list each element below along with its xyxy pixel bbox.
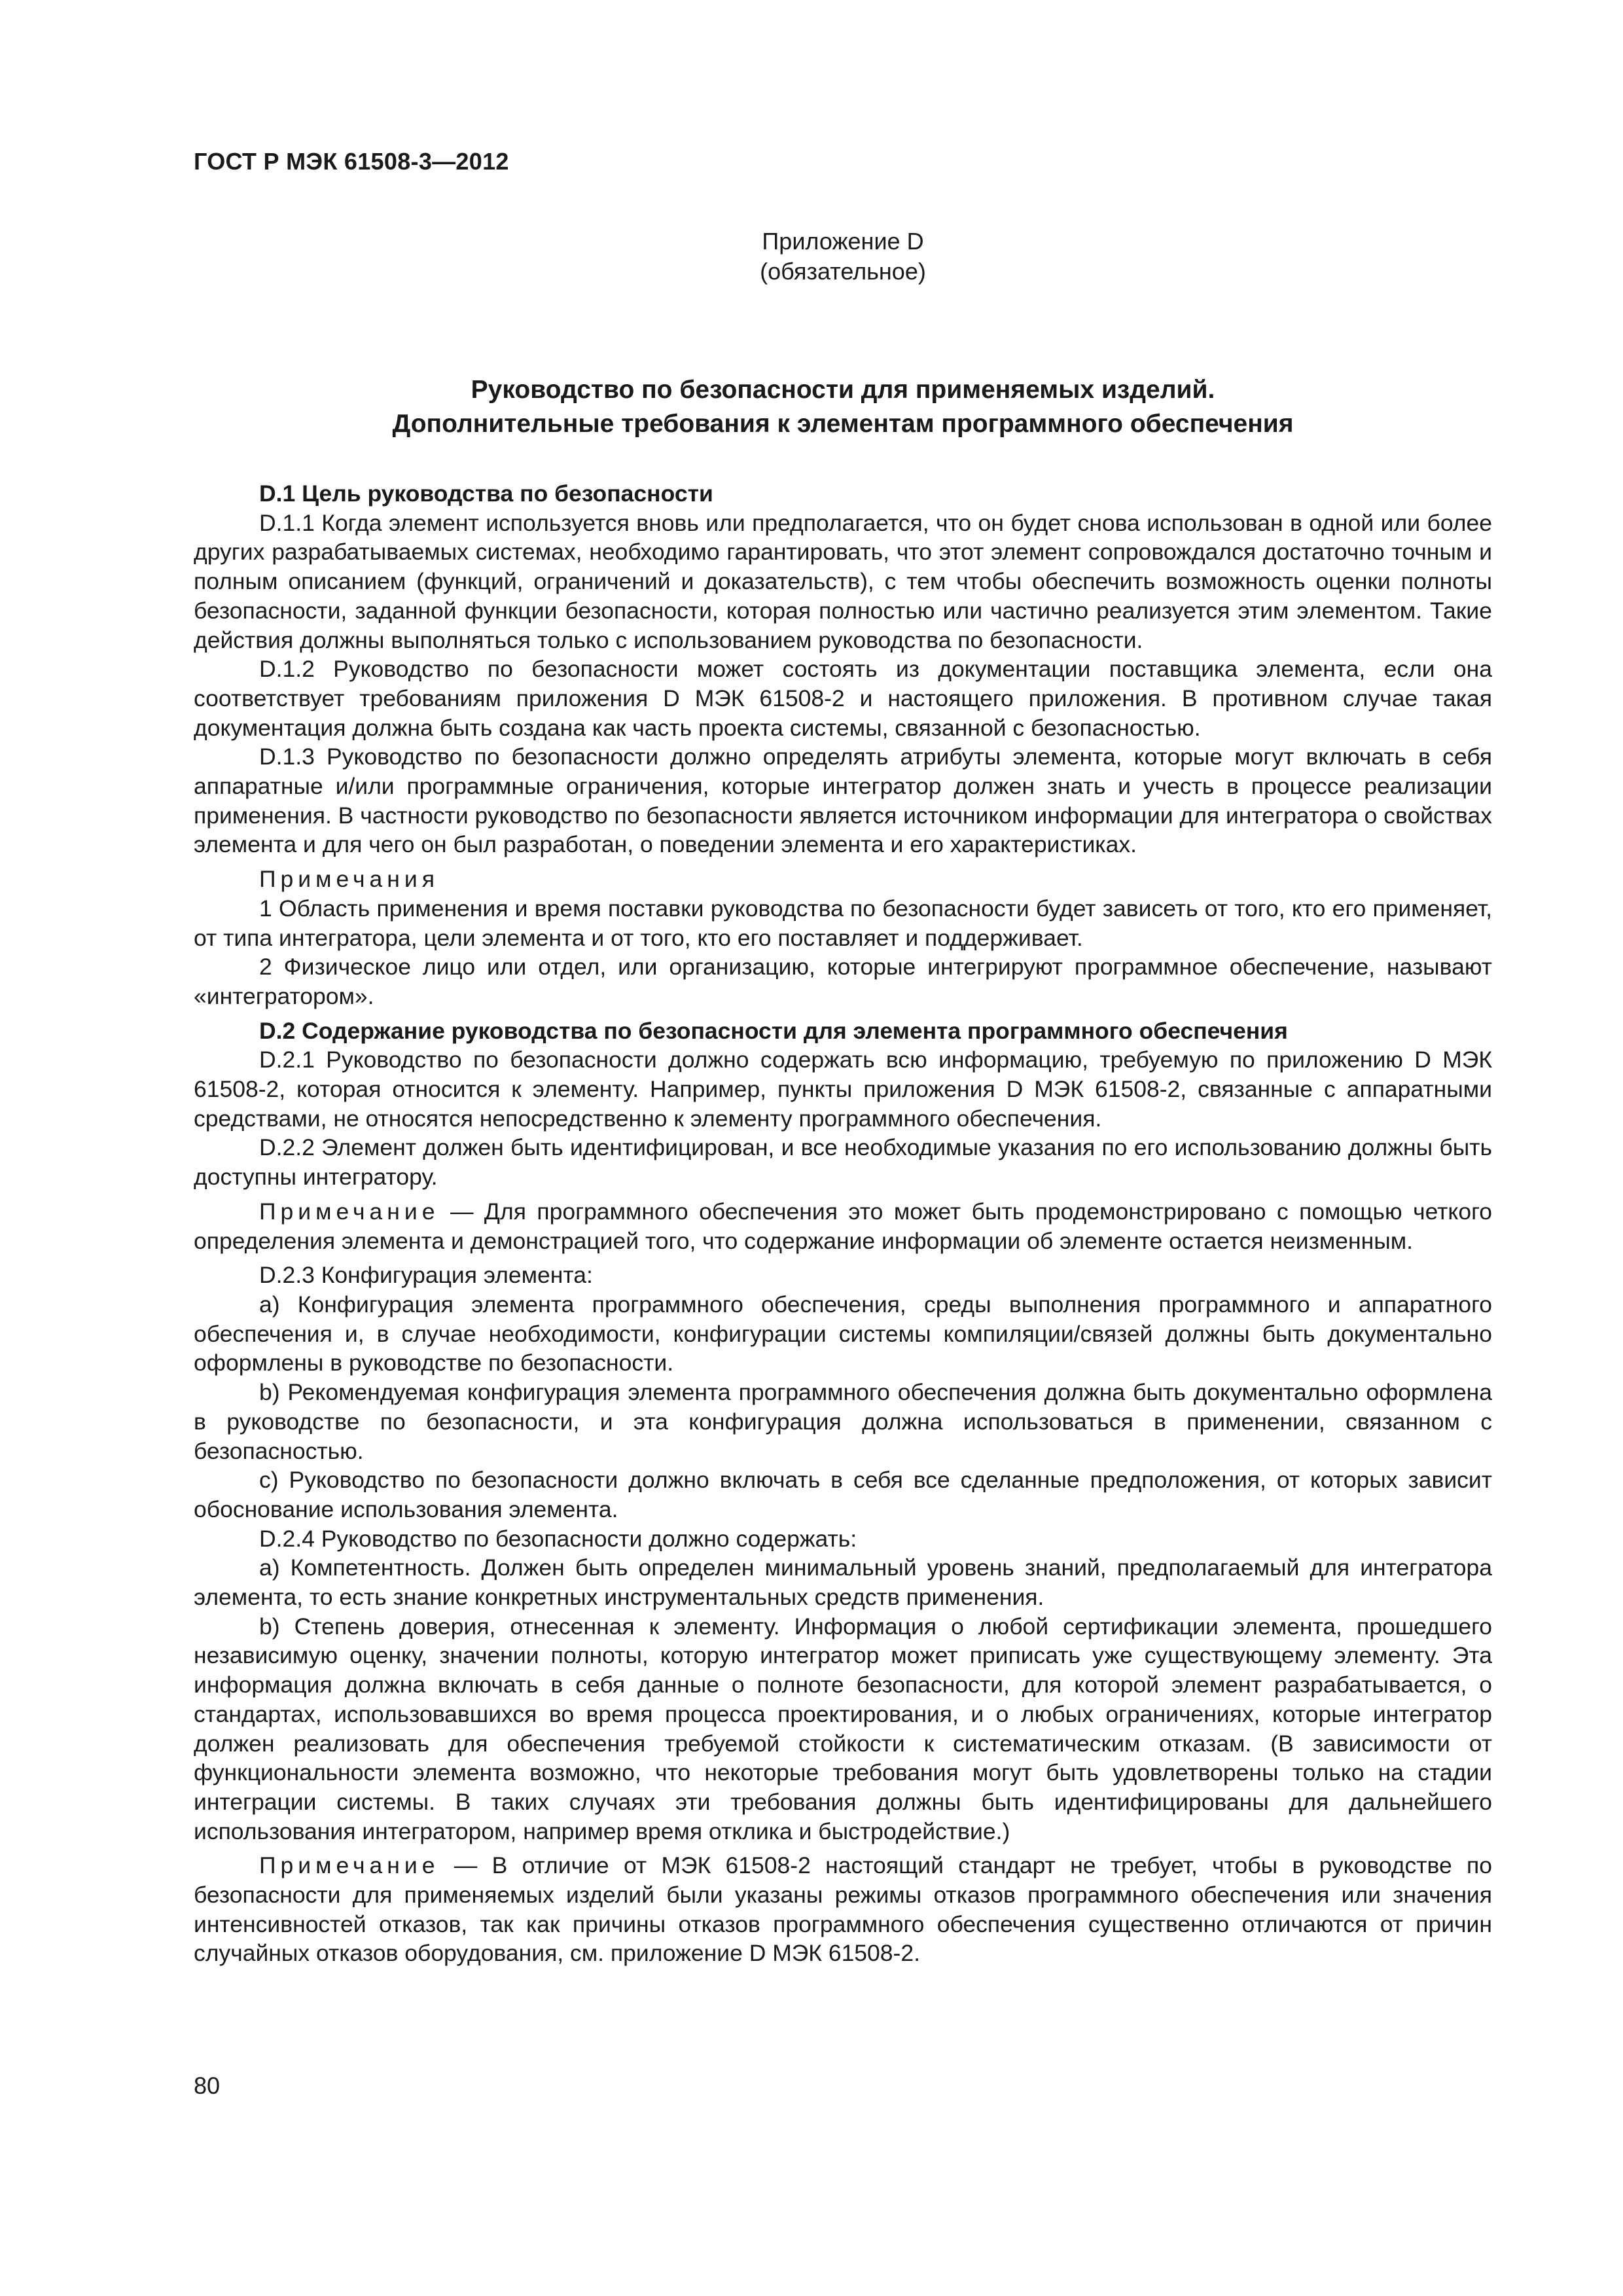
note-2-label: Примечание — [259, 1852, 440, 1879]
title-line-1: Руководство по безопасности для применяемых изделий. — [471, 376, 1215, 404]
note-d2-2 — [194, 1197, 1492, 1255]
appendix-header — [194, 226, 1492, 287]
appendix-label: Приложение D — [762, 228, 924, 255]
title-line-2: Дополнительные требования к элементам программного обеспечения — [392, 410, 1294, 438]
document-body — [194, 479, 1492, 1968]
list-item-d2-3-a: a) Конфигурация элемента программного обеспечения, среды выполнения программного и аппаратного обеспечения и, в случае необходимости, конфигурации системы компиляции/связей должны быть документально оформлены в руководстве по безопасности. — [194, 1291, 1492, 1376]
list-item-d2-4-b: b) Степень доверия, отнесенная к элементу. Информация о любой сертификации элемента, прошедшего независимую оценку, значении полноты, которую интегратор может приписать уже существующему элементу. Эта информация должна включать в себя данные о полноте безопасности, для которой элемент разрабатывается, о стандартах, использовавшихся во время процесса проектирования, и о любых ограничениях, которые интегратор должен реализовать для обеспечения требуемой стойкости к систематическим отказам. (В зависимости от функциональности элемента возможно, что некоторые требования могут быть удовлетворены только на стадии интеграции системы. В таких случаях эти требования должны быть идентифицированы для дальнейшего использования интегратором, например время отклика и быстродействие.) — [194, 1613, 1492, 1844]
note-d2-4 — [194, 1851, 1492, 1968]
section-heading-d2: D.2 Содержание руководства по безопасности для элемента программного обеспечения — [259, 1017, 1288, 1044]
notes-label — [194, 865, 1492, 894]
paragraph-d1-2: D.1.2 Руководство по безопасности может состоять из документации поставщика элемента, если она соответствует требованиям приложения D МЭК 61508-2 и настоящего приложения. В противном случае такая документация должна быть создана как часть проекта системы, связанной с безопасностью. — [194, 656, 1492, 741]
list-item-d2-3-b: b) Рекомендуемая конфигурация элемента программного обеспечения должна быть документально оформлена в руководстве по безопасности, и эта конфигурация должна использоваться в применении, связанном с безопасностью. — [194, 1379, 1492, 1464]
note-2-text: — В отличие от МЭК 61508-2 настоящий стандарт не требует, чтобы в руководстве по безопасности для применяемых изделий были указаны режимы отказов программного обеспечения или значения интенсивностей отказов, так как причины отказов программного обеспечения существенно отличаются от причин случайных отказов оборудования, см. приложение D МЭК 61508-2. — [194, 1852, 1492, 1967]
paragraph-d2-1: D.2.1 Руководство по безопасности должно содержать всю информацию, требуемую по приложению D МЭК 61508-2, которая относится к элементу. Например, пункты приложения D МЭК 61508-2, связанные с аппаратными средствами, не относятся непосредственно к элементу программного обеспечения. — [194, 1047, 1492, 1132]
notes-label-text: Примечания — [259, 866, 439, 893]
paragraph-d1-3: D.1.3 Руководство по безопасности должно определять атрибуты элемента, которые могут включать в себя аппаратные и/или программные ограничения, которые интегратор должен знать и учесть в процессе реализации применения. В частности руководство по безопасности является источником информации для интегратора о свойствах элемента и для чего он был разработан, о поведении элемента и его характеристиках. — [194, 744, 1493, 858]
paragraph-d2-2: D.2.2 Элемент должен быть идентифицирован, и все необходимые указания по его использованию должны быть доступны интегратору. — [194, 1134, 1492, 1191]
paragraph-d2-4: D.2.4 Руководство по безопасности должно содержать: — [259, 1525, 857, 1552]
document-code: ГОСТ Р МЭК 61508-3—2012 — [194, 148, 509, 175]
note-1: 1 Область применения и время поставки руководства по безопасности будет зависеть от того, кто его применяет, от типа интегратора, цели элемента и от того, кто его поставляет и поддерживает. — [194, 895, 1492, 951]
note-2: 2 Физическое лицо или отдел, или организацию, которые интегрируют программное обеспечение, называют «интегратором». — [194, 954, 1492, 1009]
appendix-title — [194, 373, 1492, 441]
paragraph-d1-1: D.1.1 Когда элемент используется вновь или предполагается, что он будет снова использован в одной или более других разрабатываемых системах, необходимо гарантировать, что этот элемент сопровождался достаточно точным и полным описанием (функций, ограничений и доказательств), с тем чтобы обеспечить возможность оценки полноты безопасности, заданной функции безопасности, которая полностью или частично реализуется этим элементом. Такие действия должны выполняться только с использованием руководства по безопасности. — [194, 509, 1492, 653]
page-number: 80 — [194, 2072, 221, 2099]
section-heading-d1: D.1 Цель руководства по безопасности — [259, 480, 713, 507]
note-text: — Для программного обеспечения это может быть продемонстрировано с помощью четкого определения элемента и демонстрацией того, что содержание информации об элементе остается неизменным. — [194, 1198, 1492, 1254]
note-label: Примечание — [259, 1198, 440, 1225]
list-item-d2-3-c: c) Руководство по безопасности должно включать в себя все сделанные предположения, от которых зависит обоснование использования элемента. — [194, 1467, 1492, 1522]
list-item-d2-4-a: a) Компетентность. Должен быть определен минимальный уровень знаний, предполагаемый для интегратора элемента, то есть знание конкретных инструментальных средств применения. — [194, 1554, 1492, 1611]
paragraph-d2-3: D.2.3 Конфигурация элемента: — [259, 1262, 593, 1289]
appendix-status: (обязательное) — [760, 258, 926, 285]
